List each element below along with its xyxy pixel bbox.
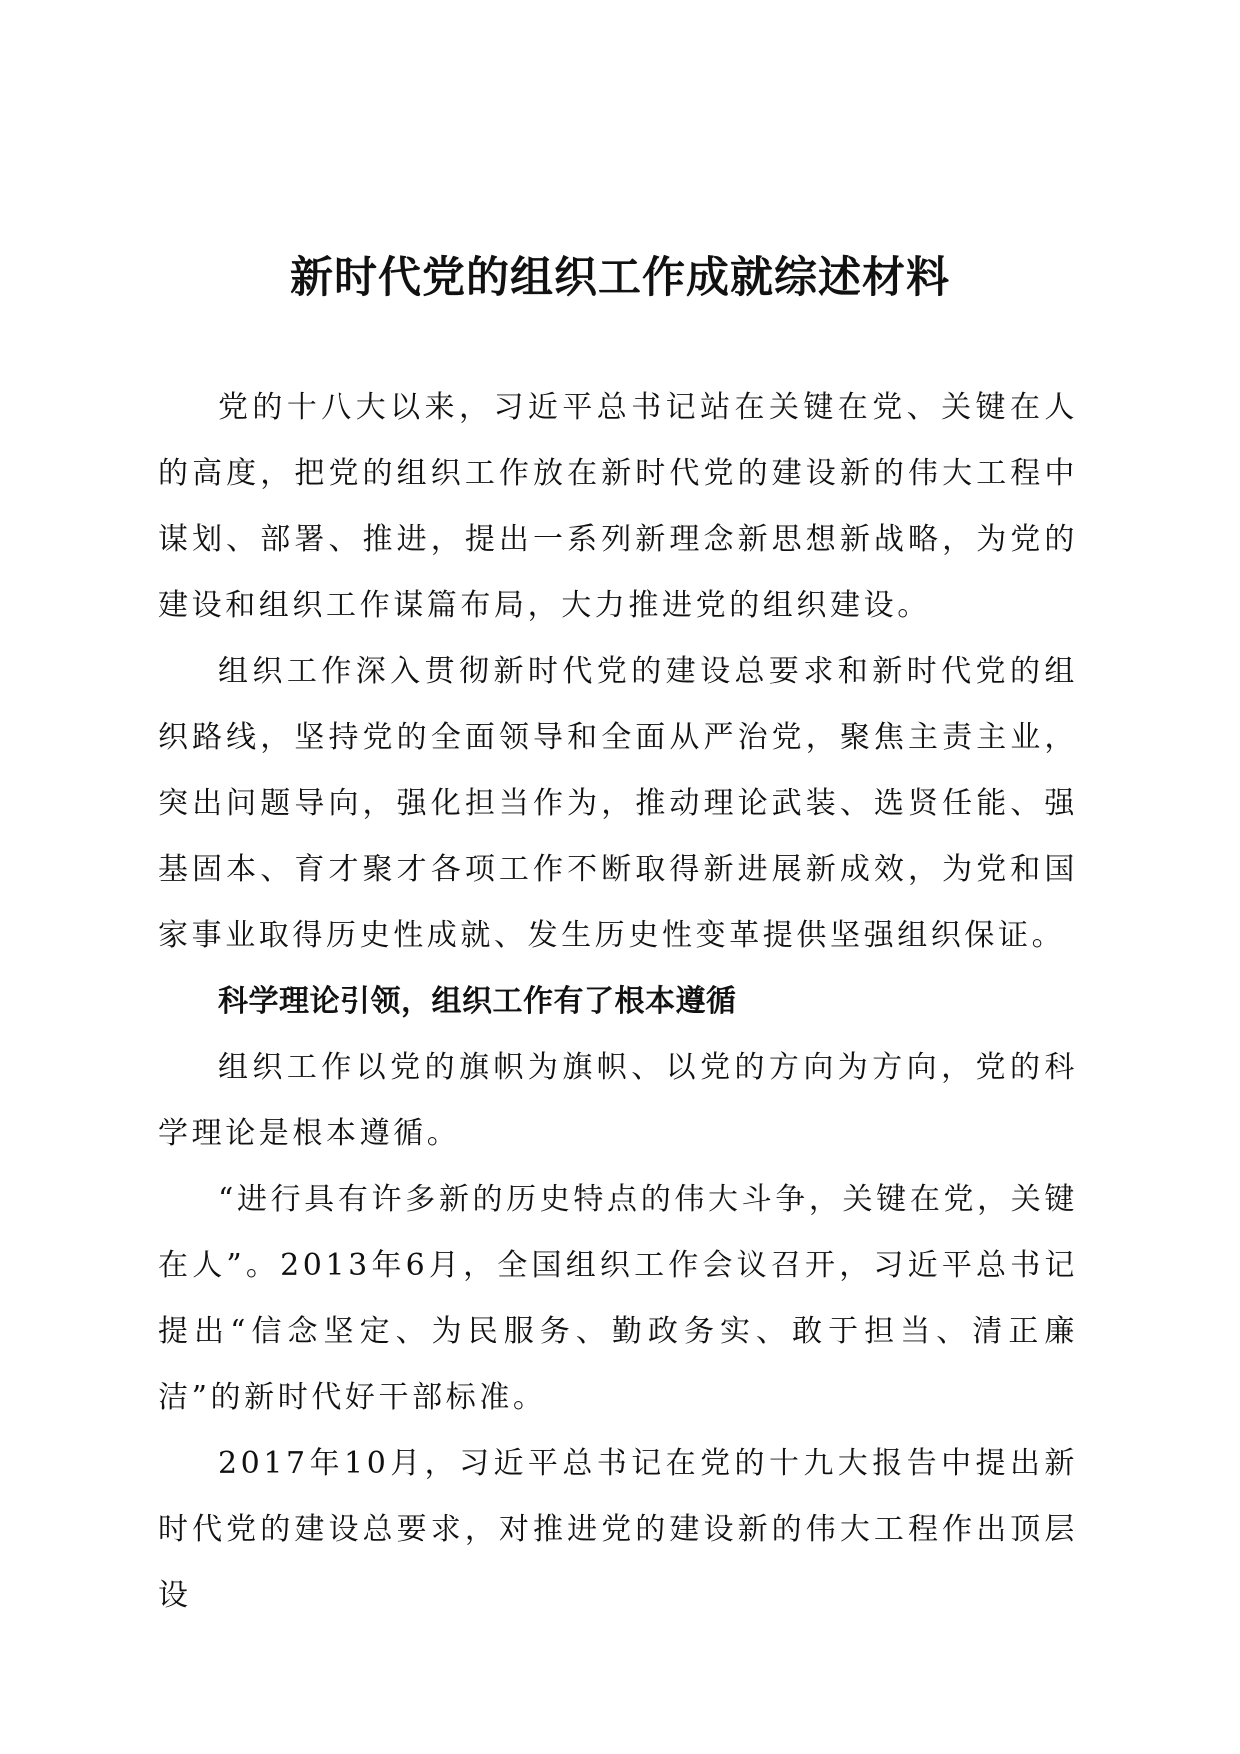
body-paragraph: “进行具有许多新的历史特点的伟大斗争，关键在党，关键在人”。2013年6月，全国组织工作会议召开，习近平总书记提出“信念坚定、为民服务、勤政务实、敢于担当、清正廉洁”的新时代好干部标准。 (158, 1182, 1078, 1415)
body-paragraph: 组织工作以党的旗帜为旗帜、以党的方向为方向，党的科学理论是根本遵循。 (158, 1050, 1078, 1151)
section-heading: 科学理论引领，组织工作有了根本遵循 (218, 984, 737, 1019)
body-paragraph: 组织工作深入贯彻新时代党的建设总要求和新时代党的组织路线，坚持党的全面领导和全面从严治党，聚焦主责主业，突出问题导向，强化担当作为，推动理论武装、选贤任能、强基固本、育才聚才各项工作不断取得新进展新成效，为党和国家事业取得历史性成就、发生历史性变革提供坚强组织保证。 (158, 654, 1078, 953)
body-paragraph: 党的十八大以来，习近平总书记站在关键在党、关键在人的高度，把党的组织工作放在新时代党的建设新的伟大工程中谋划、部署、推进，提出一系列新理念新思想新战略，为党的建设和组织工作谋篇布局，大力推进党的组织建设。 (158, 390, 1078, 623)
body-paragraph: 2017年10月，习近平总书记在党的十九大报告中提出新时代党的建设总要求，对推进党的建设新的伟大工程作出顶层设 (158, 1446, 1078, 1613)
document-body (158, 375, 1078, 1629)
document-title: 新时代党的组织工作成就综述材料 (290, 253, 950, 303)
